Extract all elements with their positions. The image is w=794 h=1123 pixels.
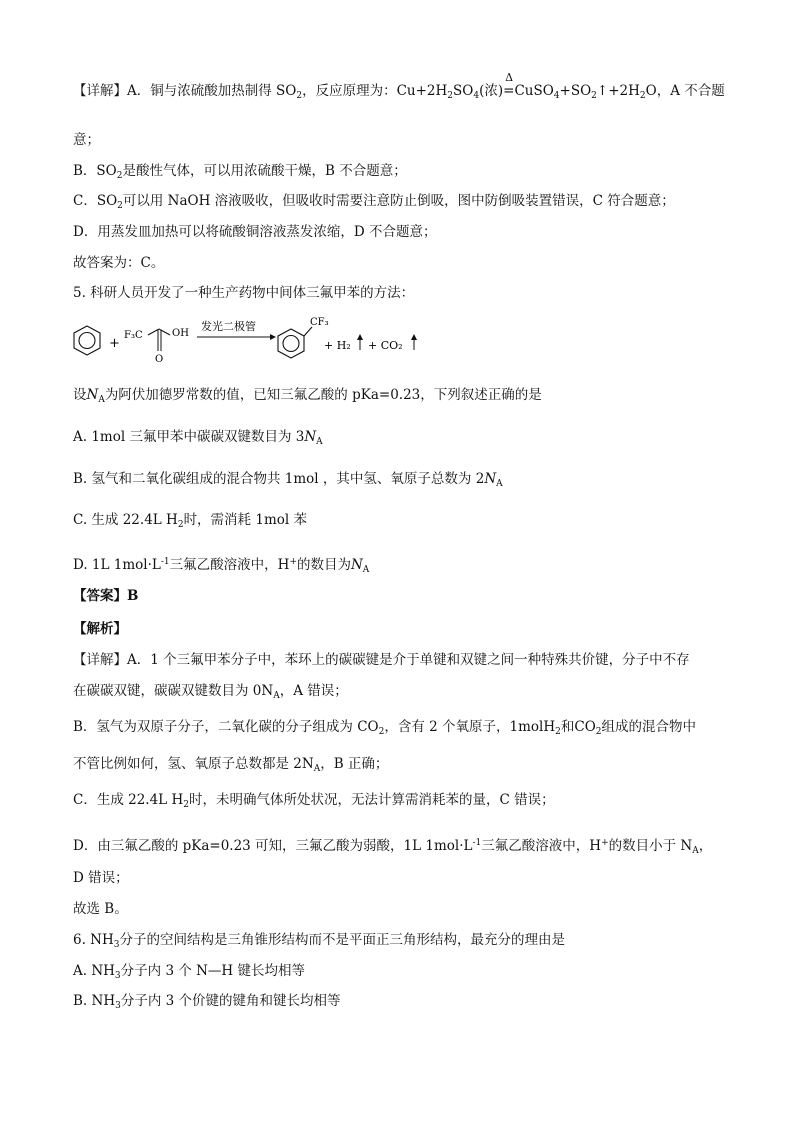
option-5b: B. 氢气和二氧化碳组成的混合物共 1mol ，其中氢、氧原子总数为 $2N_A$ (73, 471, 503, 489)
reaction-scheme (70, 316, 430, 364)
analysis-line-b1: B．氢气为双原子分子，二氧化碳的分子组成为 $CO_2$，含有 2 个氧原子，1molH$_2$和$CO_2$组成的混合物中 (73, 719, 697, 737)
arrow-label: 发光二极管 (201, 320, 256, 333)
analysis-line-c: C．生成 22.4L $H_2$时，未明确气体所处状况，无法计算需消耗苯的量，C 错误； (73, 792, 555, 810)
option-5c: C. 生成 22.4L $H_2$时，需消耗 1mol 苯 (73, 512, 307, 530)
question-5-given: 设$N_A$为阿伏加德罗常数的值，已知三氟乙酸的 pKa=0.23，下列叙述正确的是 (73, 387, 542, 405)
reagent-oh: OH (172, 328, 189, 339)
analysis-label: 【解析】 (73, 621, 127, 637)
option-5d: D. 1L $1mol\cdot L^{-1}$三氟乙酸溶液中，H+的数目为$N_A$ (73, 557, 370, 575)
heat-symbol: Δ = (503, 71, 515, 99)
detail-line-c: C．$SO_2$可以用 NaOH 溶液吸收，但吸收时需要注意防止倒吸，图中防倒吸装置错误，C 符合题意； (73, 193, 675, 211)
detail-line-a-cont: 意； (73, 132, 100, 148)
question-5-stem: 5. 科研人员开发了一种生产药物中间体三氟甲苯的方法： (73, 285, 415, 301)
option-6b: B. $NH_3$分子内 3 个价键的键角和键长均相等 (73, 993, 341, 1011)
product-h2: + H₂ (324, 339, 351, 352)
detail-line-d: D．用蒸发皿加热可以将硫酸铜溶液蒸发浓缩，D 不合题意； (73, 224, 437, 240)
analysis-line-a2: 在碳碳双键，碳碳双键数目为 $0N_A$，A 错误； (73, 683, 348, 701)
option-6a: A. $NH_3$分子内 3 个 N—H 键长均相等 (73, 963, 305, 981)
option-5a: A. 1mol 三氟甲苯中碳碳双键数目为 $3N_A$ (73, 429, 323, 447)
answer-label: 【答案】B (73, 588, 139, 604)
answer-line: 故答案为：C。 (73, 255, 165, 271)
analysis-line-d1: D．由三氟乙酸的 pKa=0.23 可知，三氟乙酸为弱酸，1L $1mol\cdot L^{-1}$三氟乙酸溶液中，H+的数目小于 $N_A$， (73, 838, 713, 856)
reagent-o: O (155, 354, 164, 364)
plus-sign-1: + (109, 336, 120, 351)
analysis-line-a1: 【详解】A．1 个三氟甲苯分子中，苯环上的碳碳键是介于单键和双键之间一种特殊共价键，分子中不存 (73, 652, 690, 668)
analysis-line-b2: 不管比例如何，氢、氧原子总数都是 $2N_A$，B 正确； (73, 756, 389, 774)
product-co2: + CO₂ (368, 339, 403, 352)
analysis-line-d2: D 错误； (73, 870, 129, 886)
conclusion-line: 故选 B。 (73, 901, 128, 917)
detail-line-b: B．$SO_2$是酸性气体，可以用浓硫酸干燥，B 不合题意； (73, 163, 407, 181)
trifluorotoluene-structure (278, 327, 312, 358)
benzene-structure (74, 326, 100, 355)
product-cf3: CF₃ (310, 317, 329, 328)
reagent-f3c: F₃C (124, 330, 143, 341)
question-6-stem: 6. $NH_3$分子的空间结构是三角锥形结构而不是平面正三角形结构，最充分的理由是 (73, 932, 565, 950)
detail-line-a: 【详解】A．铜与浓硫酸加热制得 $SO_2$，反应原理为：$Cu+2H_2SO_4$(浓) Δ $=CuSO_4+SO_2↑+2H_2O$，A 不合题 (73, 71, 725, 101)
